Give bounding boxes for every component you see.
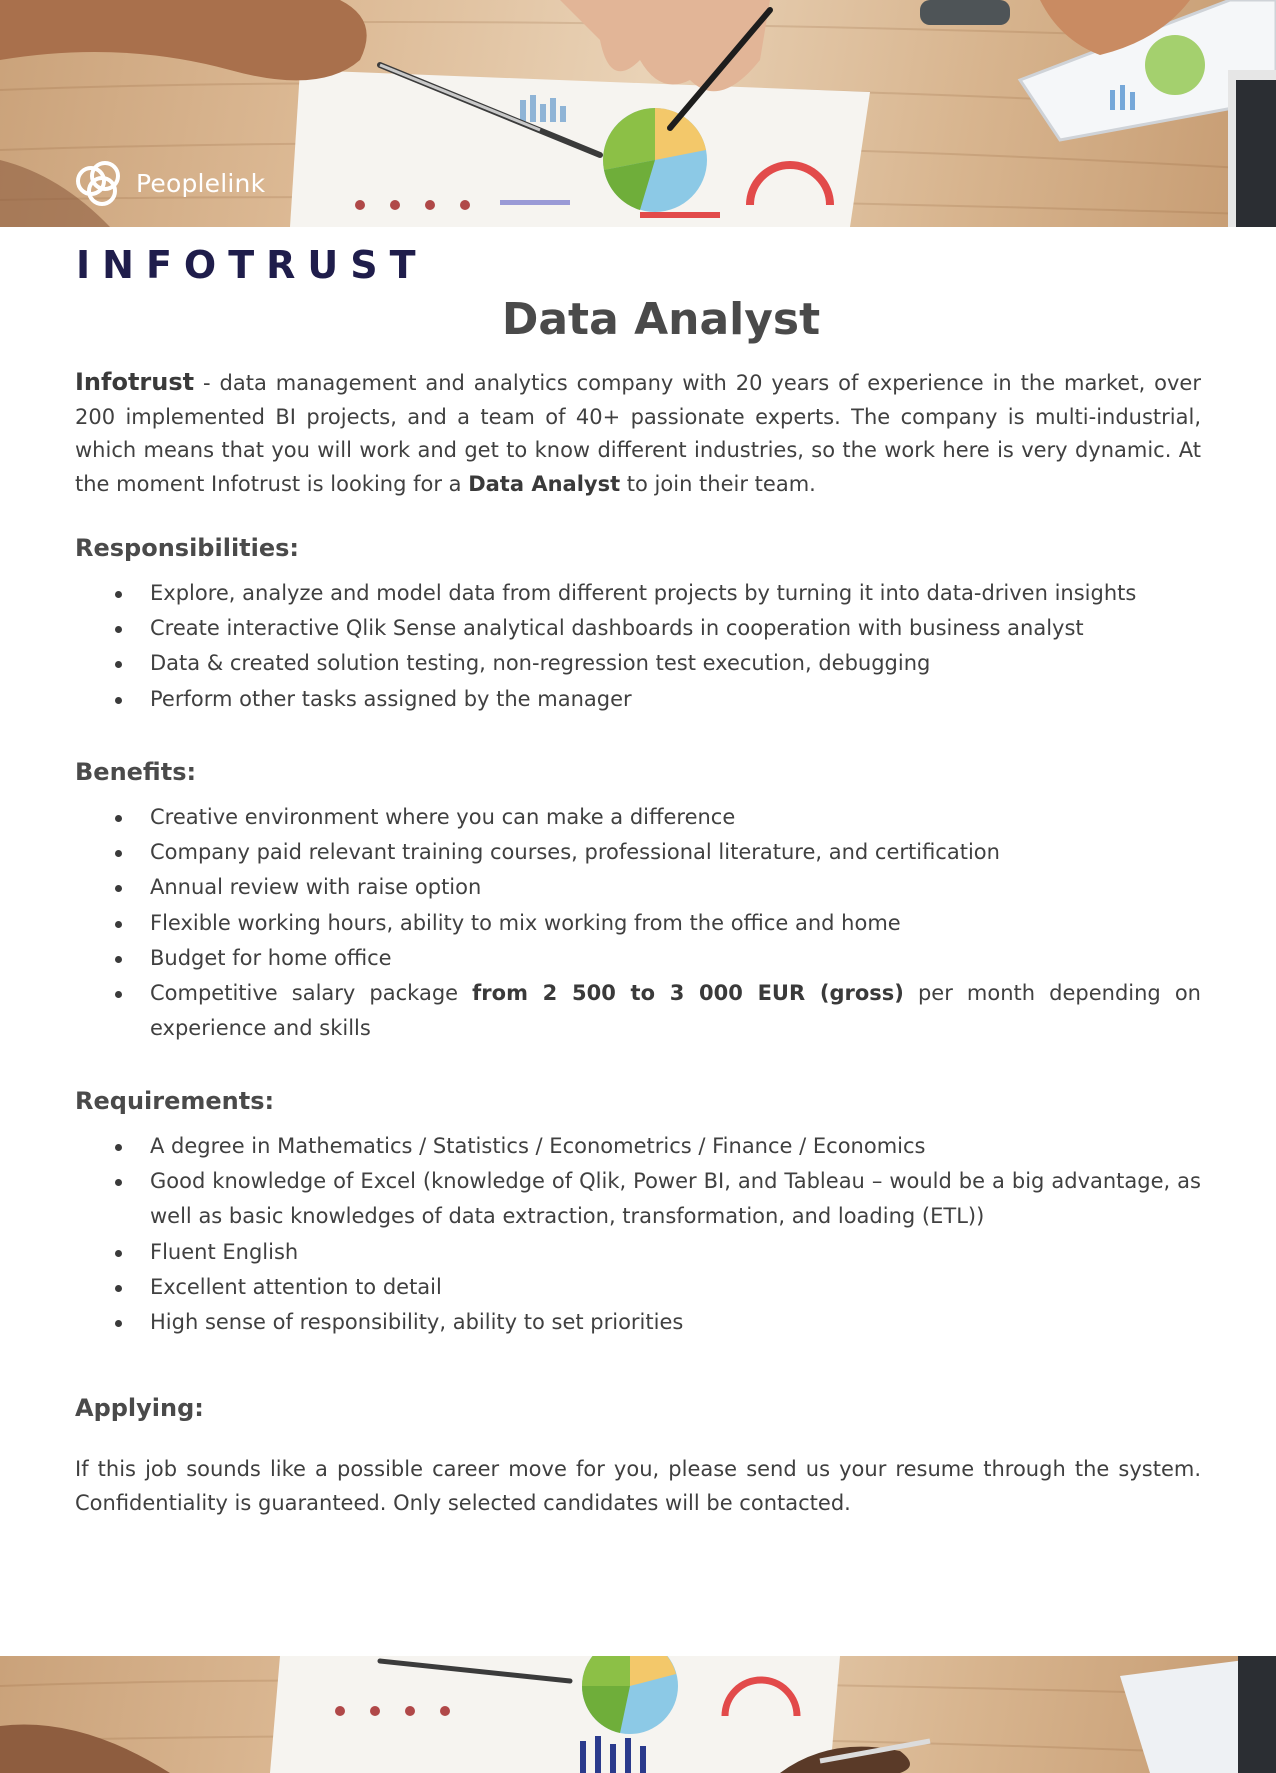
applying-heading: Applying: xyxy=(75,1394,204,1422)
peoplelink-logo-icon xyxy=(74,159,124,207)
list-item: Good knowledge of Excel (knowledge of Qlik, Power BI, and Tableau – would be a big advantage, as well as basic knowledges of data extraction, transformation, and loading (ETL)) xyxy=(75,1164,1201,1234)
benefits-list xyxy=(75,800,1201,1046)
list-item: Budget for home office xyxy=(75,941,1201,976)
list-item: Create interactive Qlik Sense analytical dashboards in cooperation with business analyst xyxy=(75,611,1201,646)
infotrust-logo-text: INFOTRUST xyxy=(76,243,428,287)
list-item: High sense of responsibility, ability to set priorities xyxy=(75,1305,1201,1340)
benefits-heading: Benefits: xyxy=(75,758,197,786)
desk-photo-illustration-bottom xyxy=(0,1656,1276,1773)
list-item: Explore, analyze and model data from different projects by turning it into data-driven insights xyxy=(75,576,1201,611)
salary-item xyxy=(75,976,1201,1046)
intro-paragraph xyxy=(75,366,1201,501)
requirements-heading: Requirements: xyxy=(75,1087,275,1115)
job-title: Data Analyst xyxy=(501,294,821,345)
intro-position: Data Analyst xyxy=(468,471,621,496)
list-item: Perform other tasks assigned by the manager xyxy=(75,682,1201,717)
infotrust-logo xyxy=(76,242,428,288)
footer-banner-image xyxy=(0,1656,1276,1773)
salary-amount: from 2 500 to 3 000 EUR (gross) xyxy=(472,981,904,1006)
list-item: Creative environment where you can make a difference xyxy=(75,800,1201,835)
list-item: Data & created solution testing, non-regression test execution, debugging xyxy=(75,646,1201,681)
salary-pre: Competitive salary package xyxy=(150,981,473,1006)
list-item: Annual review with raise option xyxy=(75,870,1201,905)
intro-text-1: - data management and analytics company with 20 years of experience in the market, over 200 implemented BI projects, and a team of 40+ passionate experts. The company is multi-industrial, which means that you will work and get to know different industries, so the work here is very dynamic. At the moment Infotrust is looking for a xyxy=(75,371,1201,496)
list-item: Fluent English xyxy=(75,1235,1201,1270)
responsibilities-list xyxy=(75,576,1201,717)
list-item: Excellent attention to detail xyxy=(75,1270,1201,1305)
list-item: Company paid relevant training courses, professional literature, and certification xyxy=(75,835,1201,870)
company-name: Infotrust xyxy=(75,368,195,396)
peoplelink-brand xyxy=(74,159,265,207)
intro-text-2: to join their team. xyxy=(620,471,816,496)
list-item: Flexible working hours, ability to mix working from the office and home xyxy=(75,906,1201,941)
applying-paragraph: If this job sounds like a possible career move for you, please send us your resume through the system. Confidentiality is guaranteed. Only selected candidates will be contacted. xyxy=(75,1457,1201,1515)
company-intro xyxy=(75,366,1201,501)
peoplelink-brand-name: Peoplelink xyxy=(136,168,266,198)
header-banner-image xyxy=(0,0,1276,227)
responsibilities-heading: Responsibilities: xyxy=(75,534,300,562)
list-item: A degree in Mathematics / Statistics / Econometrics / Finance / Economics xyxy=(75,1129,1201,1164)
requirements-list xyxy=(75,1129,1201,1340)
salary-post: per month depending on experience and skills xyxy=(150,981,1201,1041)
